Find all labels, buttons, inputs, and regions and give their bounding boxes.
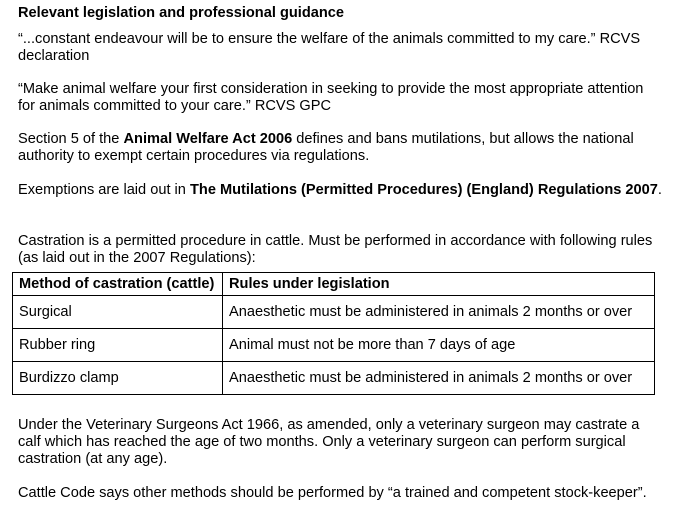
rule-cell: Anaesthetic must be administered in animals 2 months or over: [223, 296, 655, 329]
text-run: Exemptions are laid out in: [18, 182, 190, 198]
text-run: Section 5 of the: [18, 131, 124, 147]
rule-cell: Animal must not be more than 7 days of age: [223, 329, 655, 362]
regulations-name: The Mutilations (Permitted Procedures) (England) Regulations 2007: [189, 182, 658, 198]
table-row: [13, 362, 655, 395]
animal-welfare-act-paragraph: [18, 131, 663, 165]
method-cell: Rubber ring: [13, 329, 223, 362]
exemptions-paragraph: [18, 182, 663, 199]
section-heading: Relevant legislation and professional guidance: [18, 5, 345, 21]
cattle-code-paragraph: Cattle Code says other methods should be performed by “a trained and competent stock-keeper”.: [18, 485, 647, 501]
castration-rules-table: [12, 272, 655, 395]
rule-cell: Anaesthetic must be administered in animals 2 months or over: [223, 362, 655, 395]
rcvs-declaration-quote: “...constant endeavour will be to ensure the welfare of the animals committed to my care.” RCVS declaration: [18, 31, 641, 64]
text-run: .: [657, 182, 662, 198]
column-header: Method of castration (cattle): [13, 273, 223, 296]
column-header: Rules under legislation: [223, 273, 655, 296]
table-row: [13, 296, 655, 329]
castration-paragraph: Castration is a permitted procedure in cattle. Must be performed in accordance with following rules (as laid out in the 2007 Regulations):: [18, 233, 653, 266]
text-run: defines and bans mutilations, but allows the national authority to exempt certain procedures via regulations.: [18, 131, 634, 164]
table-header-row: [13, 273, 655, 296]
veterinary-surgeons-act-paragraph: Under the Veterinary Surgeons Act 1966, as amended, only a veterinary surgeon may castrate a calf which has reached the age of two months. Only a veterinary surgeon can perform surgical castration (at any age).: [18, 417, 640, 467]
rcvs-gpc-quote: “Make animal welfare your first consideration in seeking to provide the most appropriate attention for animals committed to your care.” RCVS GPC: [18, 81, 644, 114]
act-name: Animal Welfare Act 2006: [123, 131, 293, 147]
method-cell: Surgical: [13, 296, 223, 329]
table-row: [13, 329, 655, 362]
method-cell: Burdizzo clamp: [13, 362, 223, 395]
